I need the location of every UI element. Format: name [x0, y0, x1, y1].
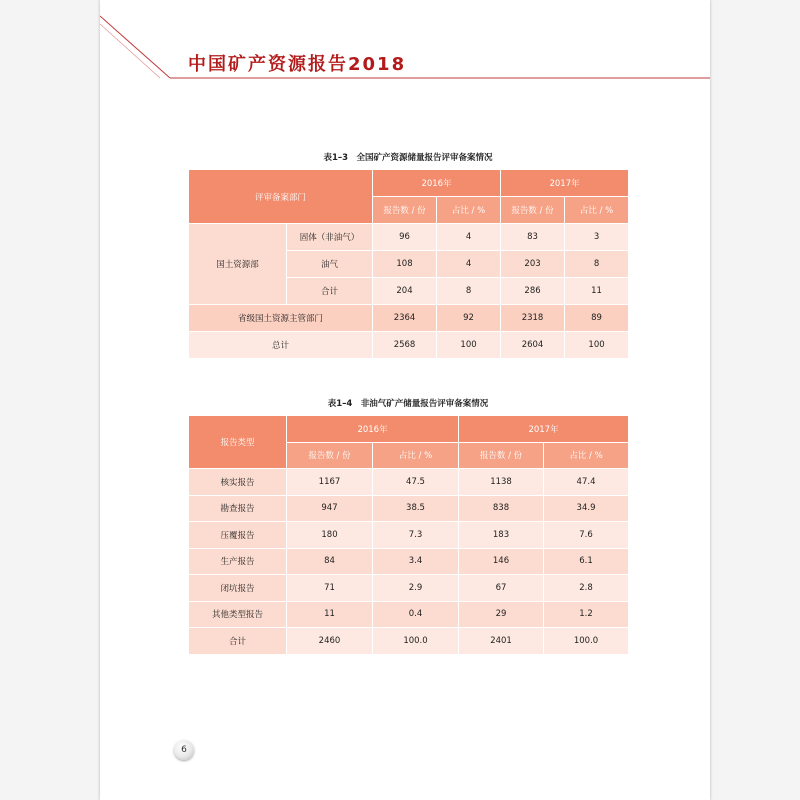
- table-row: [189, 548, 629, 575]
- cell: 3.4: [373, 548, 459, 575]
- cell: 947: [287, 495, 373, 522]
- cell: 838: [459, 495, 544, 522]
- row-label: 压覆报告: [189, 522, 287, 549]
- cell: 4: [437, 251, 501, 278]
- cell: 0.4: [373, 601, 459, 628]
- row-label: 合计: [287, 278, 373, 305]
- row-label: 油气: [287, 251, 373, 278]
- running-header-title: 中国矿产资源报告2018: [188, 54, 407, 75]
- row-label: 生产报告: [189, 548, 287, 575]
- table3-subheader-count-2017: 报告数 / 份: [501, 197, 565, 224]
- table3-subheader-ratio-2016: 占比 / %: [437, 197, 501, 224]
- cell: 6.1: [544, 548, 629, 575]
- row-label: 勘查报告: [189, 495, 287, 522]
- cell: 7.3: [373, 522, 459, 549]
- table4-caption: 表1–4 非油气矿产储量报告评审备案情况: [327, 399, 489, 409]
- row-label: 省级国土资源主管部门: [189, 305, 373, 332]
- cell: 92: [437, 305, 501, 332]
- cell: 47.4: [544, 469, 629, 496]
- cell: 203: [501, 251, 565, 278]
- table4-subheader-count-2016: 报告数 / 份: [287, 442, 373, 469]
- table4-subheader-ratio-2017: 占比 / %: [544, 442, 629, 469]
- table4-subheader-count-2017: 报告数 / 份: [459, 442, 544, 469]
- cell: 7.6: [544, 522, 629, 549]
- table3: [188, 169, 629, 359]
- table3-header-dept: 评审备案部门: [189, 170, 373, 224]
- cell: 67: [459, 575, 544, 602]
- page-number-badge: 6: [174, 740, 194, 760]
- table-row: [189, 224, 629, 251]
- cell: 11: [565, 278, 629, 305]
- cell: 84: [287, 548, 373, 575]
- table3-caption: 表1–3 全国矿产资源储量报告评审备案情况: [323, 153, 493, 163]
- header-decoration: [100, 0, 710, 90]
- cell: 1167: [287, 469, 373, 496]
- cell: 108: [373, 251, 437, 278]
- cell: 2318: [501, 305, 565, 332]
- row-label: 总计: [189, 332, 373, 359]
- table4: [188, 415, 629, 655]
- cell: 146: [459, 548, 544, 575]
- row-label: 合计: [189, 628, 287, 655]
- document-page: [100, 0, 710, 800]
- table-row: [189, 522, 629, 549]
- table-row: [189, 628, 629, 655]
- table4-subheader-ratio-2016: 占比 / %: [373, 442, 459, 469]
- cell: 2604: [501, 332, 565, 359]
- row-label: 固体（非油气）: [287, 224, 373, 251]
- cell: 1.2: [544, 601, 629, 628]
- cell: 8: [565, 251, 629, 278]
- cell: 183: [459, 522, 544, 549]
- row-label: 其他类型报告: [189, 601, 287, 628]
- cell: 100.0: [544, 628, 629, 655]
- cell: 29: [459, 601, 544, 628]
- table-row: [189, 305, 629, 332]
- cell: 286: [501, 278, 565, 305]
- table-row: [189, 332, 629, 359]
- cell: 38.5: [373, 495, 459, 522]
- cell: 2364: [373, 305, 437, 332]
- cell: 3: [565, 224, 629, 251]
- table3-header-2016: 2016年: [373, 170, 501, 197]
- cell: 83: [501, 224, 565, 251]
- cell: 204: [373, 278, 437, 305]
- cell: 100: [437, 332, 501, 359]
- table-row: [189, 469, 629, 496]
- cell: 2401: [459, 628, 544, 655]
- cell: 1138: [459, 469, 544, 496]
- cell: 34.9: [544, 495, 629, 522]
- row-label: 核实报告: [189, 469, 287, 496]
- table-row: [189, 575, 629, 602]
- table-row: [189, 601, 629, 628]
- cell: 71: [287, 575, 373, 602]
- cell: 11: [287, 601, 373, 628]
- table3-header-2017: 2017年: [501, 170, 629, 197]
- cell: 2568: [373, 332, 437, 359]
- cell: 180: [287, 522, 373, 549]
- table3-subheader-ratio-2017: 占比 / %: [565, 197, 629, 224]
- table4-header-type: 报告类型: [189, 416, 287, 469]
- table3-group-label: 国土资源部: [189, 224, 287, 305]
- cell: 4: [437, 224, 501, 251]
- cell: 2.8: [544, 575, 629, 602]
- table-row: [189, 495, 629, 522]
- table3-subheader-count-2016: 报告数 / 份: [373, 197, 437, 224]
- cell: 47.5: [373, 469, 459, 496]
- cell: 2460: [287, 628, 373, 655]
- cell: 2.9: [373, 575, 459, 602]
- table4-header-2017: 2017年: [459, 416, 629, 443]
- cell: 96: [373, 224, 437, 251]
- table4-header-2016: 2016年: [287, 416, 459, 443]
- row-label: 闭坑报告: [189, 575, 287, 602]
- cell: 100.0: [373, 628, 459, 655]
- cell: 100: [565, 332, 629, 359]
- cell: 89: [565, 305, 629, 332]
- cell: 8: [437, 278, 501, 305]
